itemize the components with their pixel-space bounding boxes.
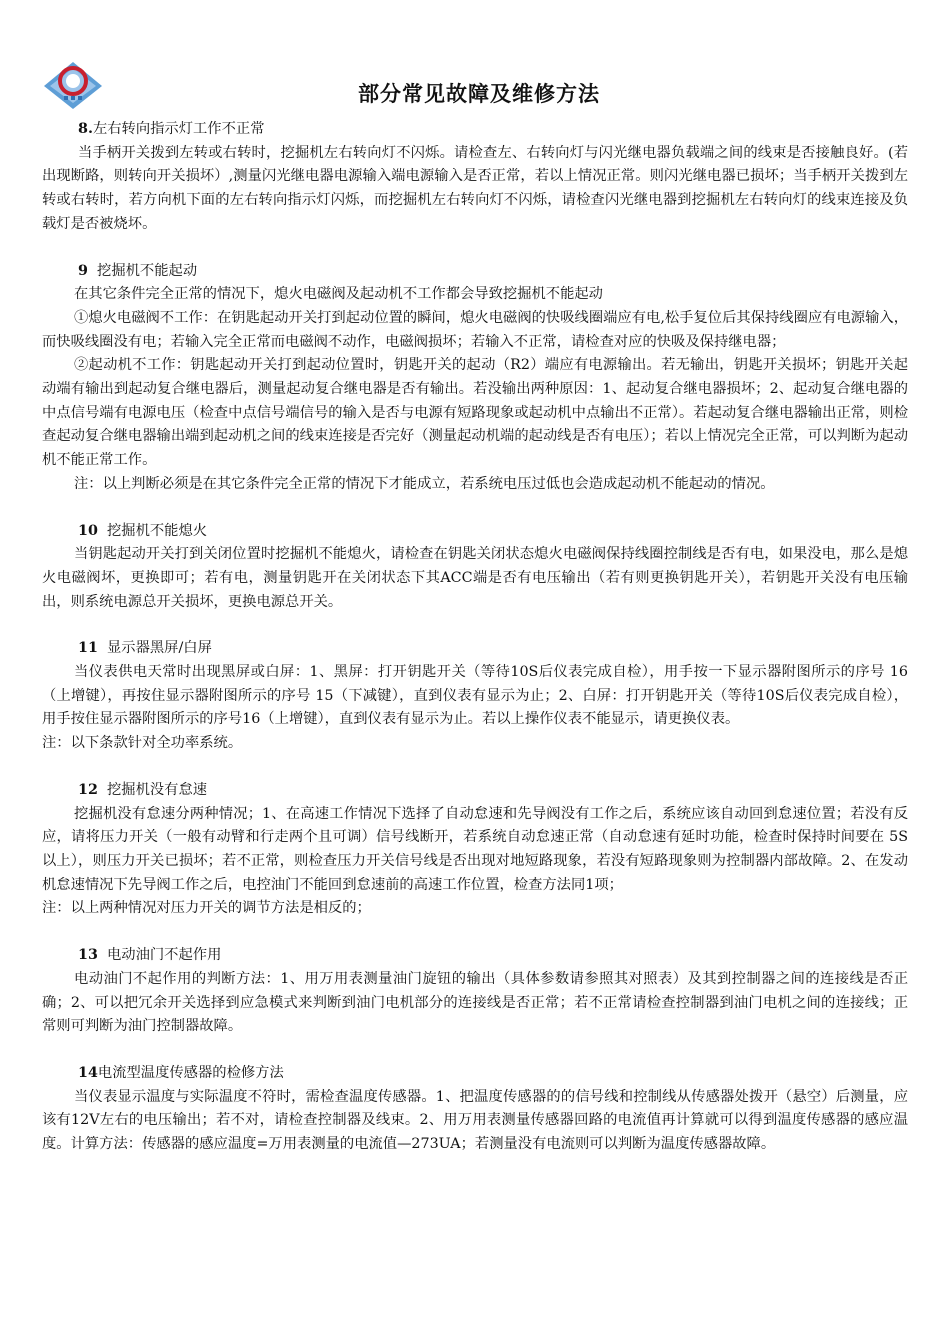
section-heading	[42, 637, 908, 661]
section-10	[42, 520, 908, 615]
page-title: 部分常见故障及维修方法	[358, 82, 600, 106]
paragraph: 当手柄开关拨到左转或右转时，挖掘机左右转向灯不闪烁。请检查左、右转向灯与闪光继电器负载端之间的线束是否接触良好。(若出现断路，则转向开关损坏）,测量闪光继电器电源输入端电源输入是否正常，若以上情况正常。则闪光继电器已损坏；当手柄开关拨到左转或右转时，若方向机下面的左右转向指示灯闪烁，而挖掘机左右转向灯不闪烁，请检查闪光继电器到挖掘机左右转向灯的线束连接及负载灯是否被烧坏。	[42, 144, 908, 232]
section-number: 13	[78, 947, 98, 964]
section-heading	[42, 520, 908, 544]
section-title: 电动油门不起作用	[107, 947, 222, 964]
section-heading	[42, 944, 908, 968]
section-number: 8.	[78, 121, 93, 137]
section-number: 9	[78, 262, 88, 279]
section-number: 14	[78, 1064, 98, 1081]
paragraph: 挖掘机没有怠速分两种情况；1、在高速工作情况下选择了自动怠速和先导阀没有工作之后，系统应该自动回到怠速位置；若没有反应，请将压力开关（一般有动臂和行走两个且可调）信号线断开，若系统自动怠速正常（自动怠速有延时功能，检查时保持时间要在 5S 以上），则压力开关已损坏；若不正常，则检查压力开关信号线是否出现对地短路现象，若没有短路现象则为控制器内部故障。2、在发动机怠速情况下先导阀工作之后，电控油门不能回到怠速前的高速工作位置，检查方法同1项；	[42, 805, 908, 893]
paragraph: 当仪表显示温度与实际温度不符时，需检查温度传感器。1、把温度传感器的的信号线和控制线从传感器处拨开（悬空）后测量，应该有12V左右的电压输出；若不对，请检查控制器及线束。2、用万用表测量传感器回路的电流值再计算就可以得到温度传感器的感应温度。计算方法：传感器的感应温度=万用表测量的电流值—273UA；若测量没有电流则可以判断为温度传感器故障。	[42, 1088, 908, 1153]
section-title: 显示器黑屏/白屏	[107, 640, 212, 657]
section-number: 12	[78, 781, 98, 798]
section-14	[42, 1062, 908, 1157]
paragraph: 注：以上判断必须是在其它条件完全正常的情况下才能成立，若系统电压过低也会造成起动机不能起动的情况。	[74, 475, 775, 492]
section-heading	[42, 118, 908, 142]
section-9	[42, 260, 908, 497]
note: 注：以下条款针对全功率系统。	[42, 735, 243, 752]
section-title: 挖掘机不能熄火	[107, 522, 208, 539]
paragraph: ①熄火电磁阀不工作：在钥匙起动开关打到起动位置的瞬间，熄火电磁阀的快吸线圈端应有电,松手复位后其保持线圈应有电源输入，而快吸线圈没有电；若输入完全正常而电磁阀不动作，电磁阀损坏；若输入不正常，请检查对应的快吸及保持继电器；	[42, 309, 908, 350]
section-title: 左右转向指示灯工作不正常	[92, 121, 265, 137]
section-heading	[42, 1062, 908, 1086]
section-13	[42, 944, 908, 1039]
section-title: 挖掘机没有怠速	[107, 781, 208, 798]
note: 注：以上两种情况对压力开关的调节方法是相反的；	[42, 900, 371, 917]
section-12	[42, 779, 908, 921]
section-8	[42, 118, 908, 237]
document-body	[42, 118, 908, 1180]
paragraph: ②起动机不工作：钥匙起动开关打到起动位置时，钥匙开关的起动（R2）端应有电源输出。若无输出，钥匙开关损坏；钥匙开关起动端有输出到起动复合继电器后，测量起动复合继电器是否有输出。若没输出两种原因：1、起动复合继电器损坏；2、起动复合继电器的中点信号端有电源电压（检查中点信号端信号的输入是否与电源有短路现象或起动机中点输出不正常）。若起动复合继电器输出正常，则检查起动复合继电器输出端到起动机之间的线束连接是否完好（测量起动机端的起动线是否有电压）；若以上情况完全正常，可以判断为起动机不能正常工作。	[42, 357, 908, 469]
paragraph: 电动油门不起作用的判断方法：1、用万用表测量油门旋钮的输出（具体参数请参照其对照表）及其到控制器之间的连接线是否正确；2、可以把冗余开关选择到应急模式来判断到油门电机部分的连接线是否正常；若不正常请检查控制器到油门电机之间的连接线；正常则可判断为油门控制器故障。	[42, 970, 908, 1035]
section-heading	[42, 779, 908, 803]
section-number: 10	[78, 522, 98, 539]
section-heading	[42, 260, 908, 284]
paragraph: 当仪表供电天常时出现黑屏或白屏：1、黑屏：打开钥匙开关（等待10S后仪表完成自检），用手按一下显示器附图所示的序号 16（上增键），再按住显示器附图所示的序号 15（下减键），直到仪表有显示为止；2、白屏：打开钥匙开关（等待10S后仪表完成自检），用手按住显示器附图所示的序号16（上增键），直到仪表有显示为止。若以上操作仪表不能显示，请更换仪表。	[42, 664, 908, 728]
section-title: 挖掘机不能起动	[97, 262, 198, 279]
section-title: 电流型温度传感器的检修方法	[97, 1064, 284, 1081]
paragraph: 在其它条件完全正常的情况下，熄火电磁阀及起动机不工作都会导致挖掘机不能起动	[74, 286, 603, 303]
paragraph: 当钥匙起动开关打到关闭位置时挖掘机不能熄火，请检查在钥匙关闭状态熄火电磁阀保持线圈控制线是否有电，如果没电，那么是熄火电磁阀坏，更换即可；若有电，测量钥匙开在关闭状态下其ACC端是否有电压输出（若有则更换钥匙开关），若钥匙开关没有电压输出，则系统电源总开关损坏，更换电源总开关。	[42, 546, 908, 610]
section-number: 11	[78, 640, 98, 657]
section-11	[42, 637, 908, 756]
